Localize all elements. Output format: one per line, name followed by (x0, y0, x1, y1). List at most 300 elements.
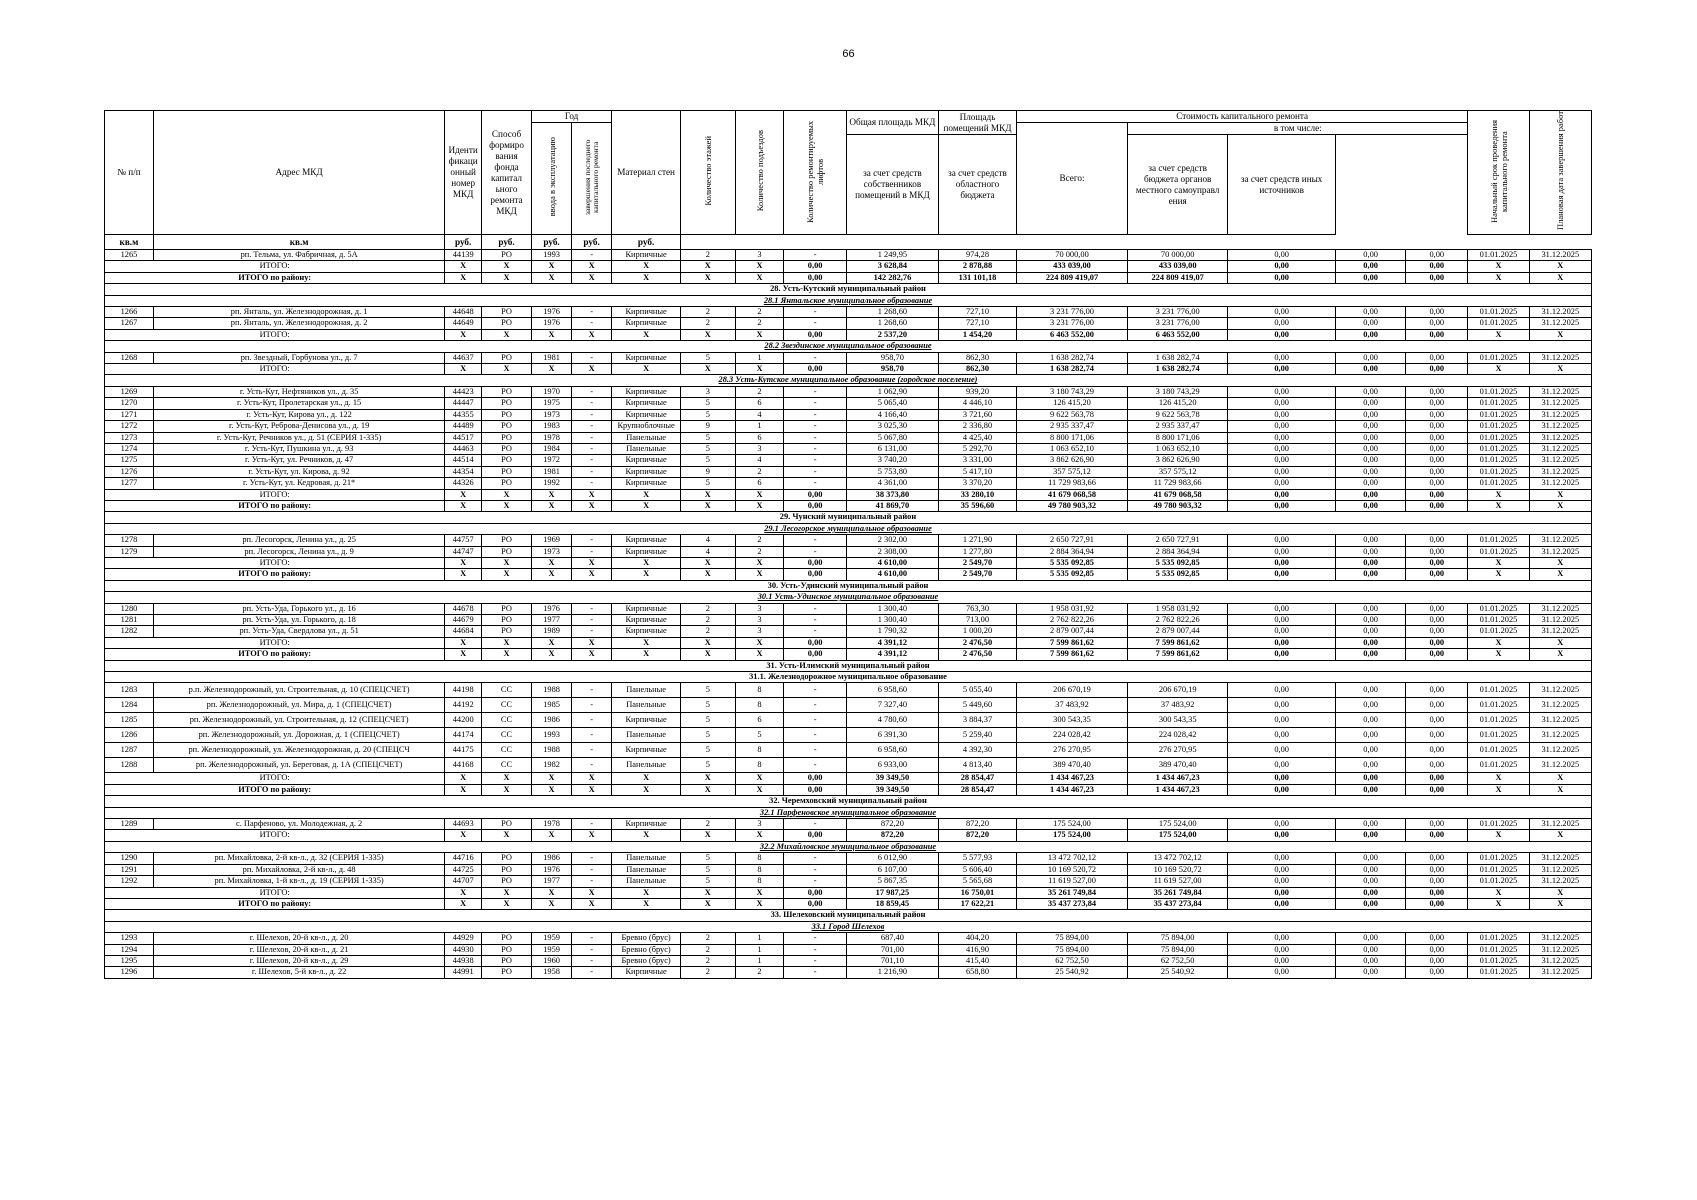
total-label: ИТОГО: (105, 329, 445, 340)
table-cell: 62 752,50 (1016, 955, 1127, 966)
table-cell: 8 (735, 853, 784, 864)
district-total-row (105, 500, 1592, 511)
total-cell: X (482, 887, 532, 898)
table-cell: 01.01.2025 (1468, 626, 1529, 637)
total-cell: X (681, 649, 735, 660)
table-cell: 1286 (105, 728, 154, 743)
total-cell: 1 434 467,23 (1016, 773, 1127, 784)
table-cell: 01.01.2025 (1468, 683, 1529, 698)
table-cell: 1959 (532, 944, 572, 955)
subtotal-row (105, 773, 1592, 784)
total-cell: 17 987,25 (846, 887, 938, 898)
table-cell: - (784, 250, 846, 261)
total-cell: X (1529, 500, 1591, 511)
table-cell: 3 231 776,00 (1128, 318, 1228, 329)
table-cell: 31.12.2025 (1529, 713, 1591, 728)
table-cell: 10 169 520,72 (1128, 864, 1228, 875)
total-cell: 872,20 (939, 830, 1017, 841)
table-cell: - (572, 443, 612, 454)
header-room-area: Площадь помещений МКД (939, 111, 1017, 135)
table-cell: 1976 (532, 318, 572, 329)
table-cell: 44463 (445, 443, 482, 454)
table-cell: 44139 (445, 250, 482, 261)
table-cell: Кирпичные (612, 466, 681, 477)
table-cell: РО (482, 352, 532, 363)
table-cell: - (784, 819, 846, 830)
total-cell: 5 535 092,85 (1128, 569, 1228, 580)
total-cell: X (1529, 261, 1591, 272)
table-cell: 44747 (445, 546, 482, 557)
municipality-heading-row (105, 807, 1592, 818)
table-cell: Кирпичные (612, 615, 681, 626)
table-cell: - (784, 432, 846, 443)
table-cell: 01.01.2025 (1468, 352, 1529, 363)
address-cell: рп. Усть-Уда, Свердлова ул., д. 51 (153, 626, 444, 637)
table-cell: 0,00 (1336, 421, 1406, 432)
address-cell: г. Усть-Кут, Речников ул., д. 51 (СЕРИЯ 1-335) (153, 432, 444, 443)
district-total-row (105, 784, 1592, 795)
table-cell: 1269 (105, 386, 154, 397)
header-wall: Материал стен (612, 111, 681, 235)
total-cell: X (1529, 329, 1591, 340)
table-row (105, 398, 1592, 409)
table-cell: - (572, 683, 612, 698)
total-cell: X (1529, 887, 1591, 898)
total-cell: X (482, 489, 532, 500)
total-cell: X (735, 637, 784, 648)
table-cell: 6 958,60 (846, 683, 938, 698)
table-cell: Бревно (брус) (612, 944, 681, 955)
table-cell: 0,00 (1228, 743, 1336, 758)
table-cell: РО (482, 853, 532, 864)
total-cell: 862,30 (939, 364, 1017, 375)
total-cell: X (482, 500, 532, 511)
table-cell: 31.12.2025 (1529, 250, 1591, 261)
total-cell: X (445, 364, 482, 375)
total-cell: 0,00 (1228, 329, 1336, 340)
address-cell: г. Шелехов, 20-й кв-л., д. 29 (153, 955, 444, 966)
table-cell: 0,00 (1406, 466, 1468, 477)
total-cell: 958,70 (846, 364, 938, 375)
table-cell: 1272 (105, 421, 154, 432)
table-cell: 4 (735, 455, 784, 466)
table-cell: 44175 (445, 743, 482, 758)
total-cell: 33 280,10 (939, 489, 1017, 500)
total-cell: X (482, 329, 532, 340)
table-cell: 5 065,40 (846, 398, 938, 409)
total-cell: 0,00 (784, 784, 846, 795)
table-cell: 0,00 (1228, 603, 1336, 614)
table-cell: 44192 (445, 698, 482, 713)
table-cell: Кирпичные (612, 626, 681, 637)
table-cell: 357 575,12 (1016, 466, 1127, 477)
table-cell: РО (482, 455, 532, 466)
table-cell: РО (482, 535, 532, 546)
total-cell: X (482, 649, 532, 660)
table-cell: 6 (735, 478, 784, 489)
total-cell: 17 622,21 (939, 898, 1017, 909)
table-row (105, 743, 1592, 758)
table-cell: 3 740,20 (846, 455, 938, 466)
total-cell: X (735, 261, 784, 272)
district-heading: 29. Чунский муниципальный район (105, 512, 1592, 523)
table-cell: 0,00 (1336, 853, 1406, 864)
total-cell: X (735, 557, 784, 568)
header-start: Начальный срок проведения капитального ремонта (1468, 111, 1529, 235)
table-cell: 1296 (105, 967, 154, 978)
table-cell: 44174 (445, 728, 482, 743)
table-cell: 8 800 171,06 (1128, 432, 1228, 443)
table-cell: РО (482, 603, 532, 614)
page-number: 66 (842, 48, 855, 60)
table-cell: 1988 (532, 683, 572, 698)
table-cell: Панельные (612, 758, 681, 773)
total-cell: X (612, 261, 681, 272)
table-cell: 0,00 (1336, 819, 1406, 830)
table-cell: 415,40 (939, 955, 1017, 966)
total-cell: X (1468, 898, 1529, 909)
table-cell: Панельные (612, 683, 681, 698)
total-cell: X (482, 773, 532, 784)
table-cell: 01.01.2025 (1468, 698, 1529, 713)
table-cell: 0,00 (1228, 421, 1336, 432)
table-cell: 0,00 (1406, 250, 1468, 261)
total-cell: X (532, 489, 572, 500)
total-cell: 0,00 (1406, 272, 1468, 283)
table-row (105, 443, 1592, 454)
table-cell: 31.12.2025 (1529, 967, 1591, 978)
table-cell: 2 (735, 466, 784, 477)
table-cell: 1294 (105, 944, 154, 955)
table-cell: 1 216,90 (846, 967, 938, 978)
total-cell: 0,00 (1336, 773, 1406, 784)
total-cell: 28 854,47 (939, 784, 1017, 795)
total-cell: X (445, 500, 482, 511)
total-cell: 0,00 (1228, 489, 1336, 500)
table-cell: 713,00 (939, 615, 1017, 626)
table-cell: - (572, 535, 612, 546)
table-cell: 1 000,20 (939, 626, 1017, 637)
table-row (105, 683, 1592, 698)
table-cell: 5 (681, 728, 735, 743)
district-total-row (105, 272, 1592, 283)
total-cell: X (1468, 830, 1529, 841)
total-cell: X (445, 898, 482, 909)
table-cell: - (784, 864, 846, 875)
table-cell: - (784, 386, 846, 397)
table-cell: 1 063 652,10 (1016, 443, 1127, 454)
table-cell: - (784, 876, 846, 887)
table-cell: 0,00 (1406, 386, 1468, 397)
table-cell: 6 131,00 (846, 443, 938, 454)
table-cell: Кирпичные (612, 713, 681, 728)
table-cell: 1978 (532, 432, 572, 443)
table-cell: - (572, 615, 612, 626)
table-cell: 687,40 (846, 933, 938, 944)
table-cell: 1291 (105, 864, 154, 875)
table-cell: 44514 (445, 455, 482, 466)
address-cell: рп. Звездный, Горбунова ул., д. 7 (153, 352, 444, 363)
table-row (105, 853, 1592, 864)
table-cell: 01.01.2025 (1468, 421, 1529, 432)
table-cell: Панельные (612, 728, 681, 743)
table-cell: 1267 (105, 318, 154, 329)
table-cell: Кирпичные (612, 386, 681, 397)
header-cost-region: за счет средств областного бюджета (939, 135, 1017, 235)
table-cell: Кирпичные (612, 603, 681, 614)
total-cell: X (445, 272, 482, 283)
table-row (105, 250, 1592, 261)
table-cell: 0,00 (1228, 250, 1336, 261)
table-cell: 2 879 007,44 (1016, 626, 1127, 637)
table-cell: 1284 (105, 698, 154, 713)
table-cell: - (572, 409, 612, 420)
table-cell: 11 729 983,66 (1016, 478, 1127, 489)
table-cell: 1960 (532, 955, 572, 966)
total-cell: X (681, 898, 735, 909)
table-cell: - (572, 626, 612, 637)
table-cell: 31.12.2025 (1529, 352, 1591, 363)
total-cell: 0,00 (1406, 773, 1468, 784)
table-cell: 872,20 (846, 819, 938, 830)
table-row (105, 535, 1592, 546)
table-cell: РО (482, 421, 532, 432)
table-cell: - (572, 398, 612, 409)
total-cell: X (482, 898, 532, 909)
district-heading-row (105, 910, 1592, 921)
table-cell: 01.01.2025 (1468, 864, 1529, 875)
table-cell: 5 753,80 (846, 466, 938, 477)
total-cell: 0,00 (784, 557, 846, 568)
table-row (105, 432, 1592, 443)
table-cell: Панельные (612, 876, 681, 887)
table-cell: 175 524,00 (1128, 819, 1228, 830)
table-cell: - (784, 421, 846, 432)
total-cell: X (1468, 637, 1529, 648)
total-label: ИТОГО: (105, 773, 445, 784)
table-cell: 2 (681, 967, 735, 978)
table-cell: 1973 (532, 409, 572, 420)
total-cell: 0,00 (1336, 784, 1406, 795)
total-cell: 0,00 (1336, 557, 1406, 568)
table-cell: 1279 (105, 546, 154, 557)
table-cell: 727,10 (939, 318, 1017, 329)
address-cell: рп. Лесогорск, Ленина ул., д. 9 (153, 546, 444, 557)
address-cell: рп. Янталь, ул. Железнодорожная, д. 1 (153, 307, 444, 318)
table-cell: 1295 (105, 955, 154, 966)
table-cell: Кирпичные (612, 455, 681, 466)
table-cell: 2 (681, 250, 735, 261)
municipality-heading-row (105, 375, 1592, 386)
table-cell: 0,00 (1406, 352, 1468, 363)
table-cell: 31.12.2025 (1529, 443, 1591, 454)
table-cell: 0,00 (1406, 758, 1468, 773)
table-cell: 2 935 337,47 (1016, 421, 1127, 432)
unit-total-area: кв.м (105, 235, 154, 250)
table-cell: 31.12.2025 (1529, 933, 1591, 944)
table-cell: 1276 (105, 466, 154, 477)
table-cell: 2 (735, 307, 784, 318)
table-cell: 11 619 527,00 (1128, 876, 1228, 887)
table-cell: 44517 (445, 432, 482, 443)
table-cell: 5 (681, 743, 735, 758)
table-cell: 1288 (105, 758, 154, 773)
total-cell: X (681, 272, 735, 283)
district-heading-row (105, 284, 1592, 295)
table-cell: - (572, 864, 612, 875)
table-cell: 44757 (445, 535, 482, 546)
table-cell: 44649 (445, 318, 482, 329)
table-cell: 0,00 (1406, 455, 1468, 466)
table-cell: 0,00 (1336, 478, 1406, 489)
total-cell: 0,00 (1406, 887, 1468, 898)
total-cell: X (1468, 500, 1529, 511)
table-cell: 0,00 (1336, 933, 1406, 944)
total-cell: 5 535 092,85 (1128, 557, 1228, 568)
total-label: ИТОГО по району: (105, 569, 445, 580)
total-cell: 2 476,50 (939, 649, 1017, 660)
total-cell: 41 679 068,58 (1128, 489, 1228, 500)
table-cell: РО (482, 546, 532, 557)
table-cell: РО (482, 944, 532, 955)
district-heading-row (105, 796, 1592, 807)
address-cell: рп. Михайловка, 2-й кв-л., д. 32 (СЕРИЯ 1-335) (153, 853, 444, 864)
unit-cost-owners: руб. (482, 235, 532, 250)
total-cell: X (532, 784, 572, 795)
address-cell: г. Шелехов, 5-й кв-л., д. 22 (153, 967, 444, 978)
table-cell: 4 (681, 535, 735, 546)
table-cell: Крупноблочные (612, 421, 681, 432)
table-cell: 01.01.2025 (1468, 546, 1529, 557)
total-cell: X (572, 261, 612, 272)
table-cell: Кирпичные (612, 546, 681, 557)
table-cell: 1992 (532, 478, 572, 489)
table-cell: 2 (681, 955, 735, 966)
total-cell: X (612, 784, 681, 795)
table-cell: 5 449,60 (939, 698, 1017, 713)
table-cell: 0,00 (1406, 933, 1468, 944)
total-cell: X (612, 500, 681, 511)
table-cell: 1 268,60 (846, 318, 938, 329)
table-row (105, 758, 1592, 773)
table-cell: - (572, 743, 612, 758)
total-cell: 0,00 (1336, 637, 1406, 648)
table-cell: 1985 (532, 698, 572, 713)
table-cell: 2 884 364,94 (1016, 546, 1127, 557)
header-floors: Количество этажей (681, 111, 735, 235)
total-cell: 38 373,80 (846, 489, 938, 500)
table-cell: 13 472 702,12 (1016, 853, 1127, 864)
total-cell: 0,00 (1336, 489, 1406, 500)
table-cell: 1959 (532, 933, 572, 944)
table-cell: 0,00 (1336, 455, 1406, 466)
district-heading: 30. Усть-Удинский муниципальный район (105, 580, 1592, 591)
table-cell: 2 879 007,44 (1128, 626, 1228, 637)
table-cell: 0,00 (1336, 466, 1406, 477)
table-cell: 4 (681, 546, 735, 557)
table-cell: 6 012,90 (846, 853, 938, 864)
table-cell: 763,30 (939, 603, 1017, 614)
table-cell: 31.12.2025 (1529, 683, 1591, 698)
table-cell: 0,00 (1228, 615, 1336, 626)
table-cell: 25 540,92 (1128, 967, 1228, 978)
table-cell: Бревно (брус) (612, 955, 681, 966)
table-cell: 1282 (105, 626, 154, 637)
table-cell: 300 543,35 (1016, 713, 1127, 728)
address-cell: г. Шелехов, 20-й кв-л., д. 21 (153, 944, 444, 955)
total-cell: X (532, 272, 572, 283)
total-cell: 0,00 (784, 830, 846, 841)
total-cell: X (1468, 569, 1529, 580)
table-cell: Бревно (брус) (612, 933, 681, 944)
table-cell: 1266 (105, 307, 154, 318)
total-cell: 0,00 (1228, 569, 1336, 580)
table-cell: 01.01.2025 (1468, 603, 1529, 614)
total-cell: X (735, 329, 784, 340)
total-cell: 41 869,70 (846, 500, 938, 511)
table-cell: 872,20 (939, 819, 1017, 830)
total-cell: X (1468, 329, 1529, 340)
total-cell: X (572, 272, 612, 283)
table-cell: 1 277,80 (939, 546, 1017, 557)
table-cell: 31.12.2025 (1529, 944, 1591, 955)
table-cell: 1973 (532, 546, 572, 557)
total-cell: 5 535 092,85 (1016, 569, 1127, 580)
total-cell: 0,00 (1406, 898, 1468, 909)
total-label: ИТОГО: (105, 557, 445, 568)
total-cell: 3 628,84 (846, 261, 938, 272)
table-cell: СС (482, 698, 532, 713)
table-cell: 0,00 (1406, 546, 1468, 557)
table-row (105, 421, 1592, 432)
table-cell: - (572, 728, 612, 743)
table-cell: 1 300,40 (846, 615, 938, 626)
table-cell: 44725 (445, 864, 482, 875)
table-cell: 11 619 527,00 (1016, 876, 1127, 887)
address-cell: рп. Михайловка, 2-й кв-л., д. 48 (153, 864, 444, 875)
table-cell: 0,00 (1406, 819, 1468, 830)
total-cell: 0,00 (784, 898, 846, 909)
table-row (105, 876, 1592, 887)
table-cell: 1 (735, 955, 784, 966)
table-cell: 0,00 (1406, 307, 1468, 318)
table-cell: 0,00 (1228, 409, 1336, 420)
table-cell: 01.01.2025 (1468, 409, 1529, 420)
table-cell: 31.12.2025 (1529, 409, 1591, 420)
table-cell: 6 107,00 (846, 864, 938, 875)
table-row (105, 307, 1592, 318)
table-cell: 1993 (532, 250, 572, 261)
table-cell: 01.01.2025 (1468, 853, 1529, 864)
header-total-area: Общая площадь МКД (846, 111, 938, 135)
table-cell: 25 540,92 (1016, 967, 1127, 978)
table-cell: 1270 (105, 398, 154, 409)
table-cell: - (784, 683, 846, 698)
address-cell: рп. Железнодорожный, ул. Береговая, д. 1А (СПЕЦСЧЕТ) (153, 758, 444, 773)
table-cell: 8 (735, 876, 784, 887)
total-label: ИТОГО: (105, 887, 445, 898)
total-cell: X (482, 364, 532, 375)
municipality-heading: 28.3 Усть-Кутское муниципальное образование (городское поселение) (105, 375, 1592, 386)
table-cell: 1976 (532, 603, 572, 614)
table-cell: РО (482, 250, 532, 261)
table-cell: 2 762 822,26 (1016, 615, 1127, 626)
total-cell: 18 859,45 (846, 898, 938, 909)
table-cell: 0,00 (1406, 432, 1468, 443)
total-cell: X (735, 500, 784, 511)
table-cell: РО (482, 478, 532, 489)
table-cell: 0,00 (1406, 626, 1468, 637)
